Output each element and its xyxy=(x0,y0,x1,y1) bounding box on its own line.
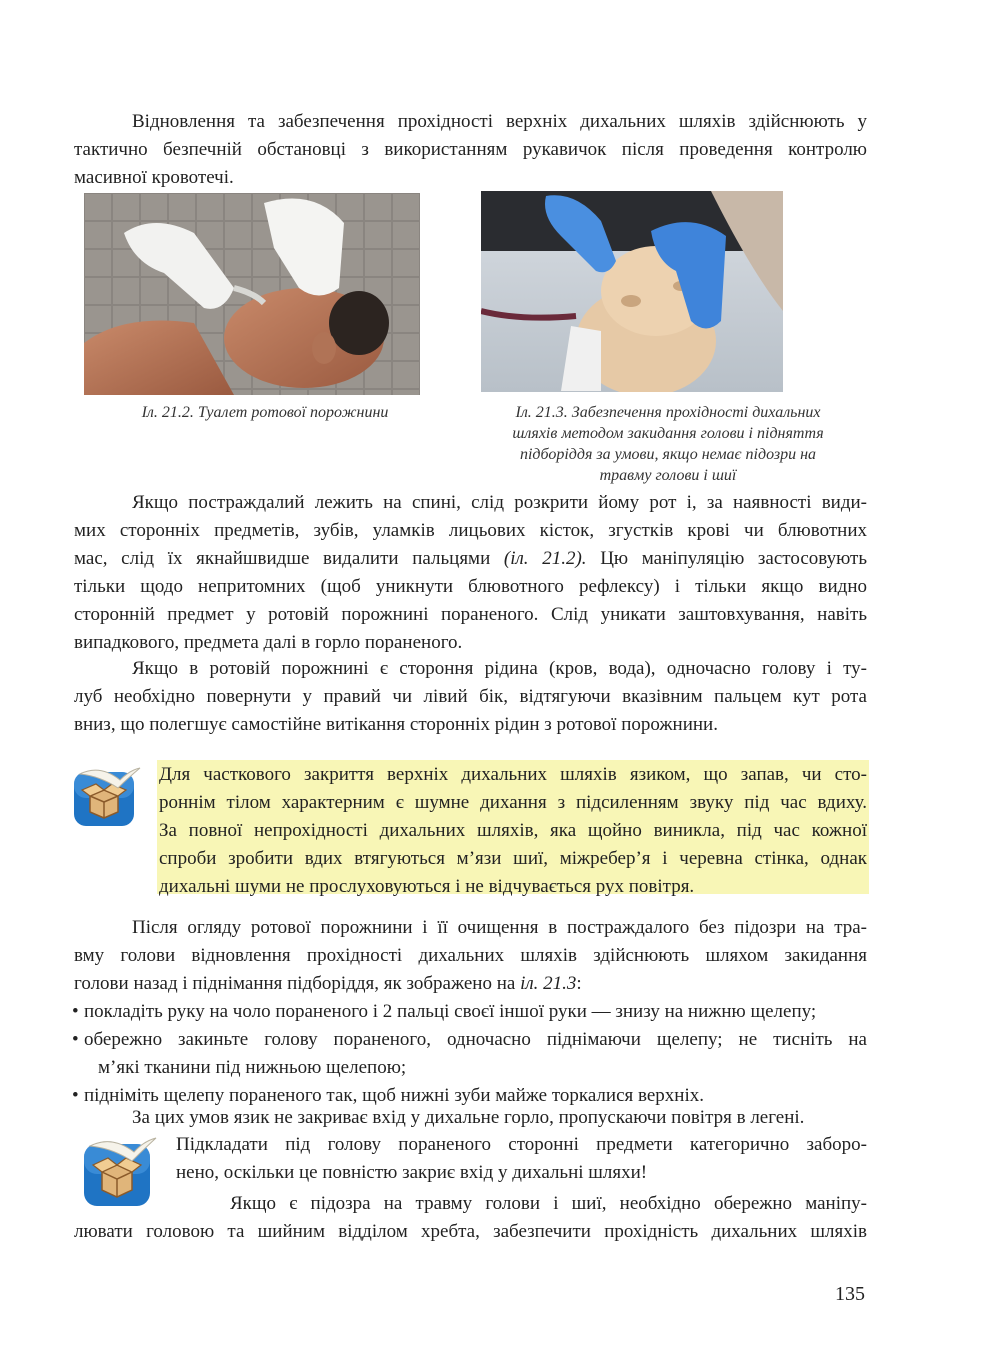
figure-caption-21-3 xyxy=(487,402,849,486)
text-line: луб необхідно повернути у правий чи лівий бік, відтягуючи вказівним пальцем кут рота xyxy=(74,686,867,707)
figure-caption-21-2 xyxy=(100,402,430,423)
text-span: : xyxy=(576,973,582,994)
caption-line: травму голови і шиї xyxy=(599,467,737,484)
text-line: випадкового, предмета далі в горло пораненого. xyxy=(74,632,463,653)
paragraph-foreign-liquid xyxy=(74,655,867,739)
figure-head-tilt-chin-lift-photo xyxy=(481,191,783,392)
text-line: дихальні шуми не прослуховуються і не відчувається рух повітря. xyxy=(159,876,695,897)
text-line: За повної непрохідності дихальних шляхів, яка щойно виникла, під час кожної xyxy=(159,820,867,841)
text-line: Відновлення та забезпечення прохідності верхніх дихальних шляхів здійснюють у xyxy=(132,111,867,132)
list-item xyxy=(74,998,867,1026)
text-line: нено, оскільки це повністю закриє вхід у дихальні шляхи! xyxy=(176,1162,648,1183)
warning-text xyxy=(176,1131,867,1187)
paragraph-head-tilt xyxy=(74,914,867,998)
text-line xyxy=(74,545,867,573)
text-line: Якщо є підозра на травму голови і шиї, необхідно обережно маніпу- xyxy=(230,1193,867,1214)
caption-line: Іл. 21.2. Туалет ротової порожнини xyxy=(141,404,389,421)
text-line: вниз, що полегшує самостійне витікання сторонніх рідин з ротової порожнини. xyxy=(74,714,718,735)
page-number: 135 xyxy=(835,1283,865,1305)
text-line xyxy=(74,970,867,998)
text-line: Підкладати під голову пораненого сторонні предмети категорично заборо- xyxy=(176,1134,867,1155)
text-span: мас, слід їх якнайшвидше видалити пальцями xyxy=(74,548,491,569)
text-line: Після огляду ротової порожнини і її очищення в постраждалого без підозри на тра- xyxy=(132,917,867,938)
photo-illustration xyxy=(481,191,783,392)
caption-line: шляхів методом закидання голови і підняття xyxy=(512,425,824,442)
bullet-list xyxy=(74,998,867,1110)
text-line: м’які тканини під нижньою щелепою; xyxy=(98,1057,407,1078)
text-line: • покладіть руку на чоло пораненого і 2 пальці своєї іншої руки — знизу на нижню щелепу; xyxy=(84,1001,817,1022)
text-line: тільки щодо непритомних (щоб уникнути блювотного рефлексу) і тільки якщо видно xyxy=(74,576,867,597)
text-line: Якщо постраждалий лежить на спині, слід розкрити йому рот і, за наявності види- xyxy=(132,492,867,513)
text-line: лювати головою та шийним відділом хребта, забезпечити прохідність дихальних шляхів xyxy=(74,1221,867,1242)
text-line: • обережно закиньте голову пораненого, одночасно піднімаючи щелепу; не тисніть на xyxy=(84,1029,867,1050)
figure-reference: (іл. 21.2). xyxy=(490,548,587,569)
text-line: роннім тілом характерним є шумне дихання з підсиленням звуку під час вдиху. xyxy=(159,792,867,813)
text-line: спроби зробити вдих втягуються м’язи шиї, міжребер’я і черевна стінка, однак xyxy=(159,848,867,869)
open-box-feather-icon xyxy=(70,766,142,828)
intro-paragraph xyxy=(74,108,867,192)
figure-reference: іл. 21.3 xyxy=(515,973,577,994)
text-line: Якщо в ротовій порожнині є стороння рідина (кров, вода), одночасно голову і ту- xyxy=(132,658,867,679)
paragraph-tongue xyxy=(132,1104,872,1132)
figure-mouth-cleaning-photo xyxy=(84,193,420,395)
list-item xyxy=(74,1026,867,1082)
paragraph-spine-injury xyxy=(74,1190,867,1246)
text-line: сторонній предмет у ротовій порожнині пораненого. Слід уникати заштовхування, навіть xyxy=(74,604,867,625)
text-line: Для часткового закриття верхніх дихальних шляхів язиком, що запав, чи сто- xyxy=(159,764,867,785)
paragraph-foreign-objects xyxy=(74,489,867,657)
text-line: вму голови відновлення прохідності дихальних шляхів здійснюють шляхом закидання xyxy=(74,945,867,966)
text-line: масивної кровотечі. xyxy=(74,167,234,188)
text-line: • підніміть щелепу пораненого так, щоб нижні зуби майже торкалися верхніх. xyxy=(84,1085,704,1106)
text-span: Цю маніпуляцію застосовують xyxy=(586,548,867,569)
text-span: голови назад і піднімання підборіддя, як зображено на xyxy=(74,973,516,994)
text-line: мих сторонніх предметів, зубів, уламків лицьових кісток, згустків крові чи блювотних xyxy=(74,520,867,541)
text-line: тактично безпечній обстановці з використанням рукавичок після проведення контролю xyxy=(74,139,867,160)
text-line: За цих умов язик не закриває вхід у дихальне горло, пропускаючи повітря в легені. xyxy=(132,1107,805,1128)
caption-line: підборіддя за умови, якщо немає підозри на xyxy=(519,446,817,463)
highlight-text xyxy=(159,761,867,901)
photo-illustration xyxy=(84,193,420,395)
caption-line: Іл. 21.3. Забезпечення прохідності дихальних xyxy=(515,404,821,421)
